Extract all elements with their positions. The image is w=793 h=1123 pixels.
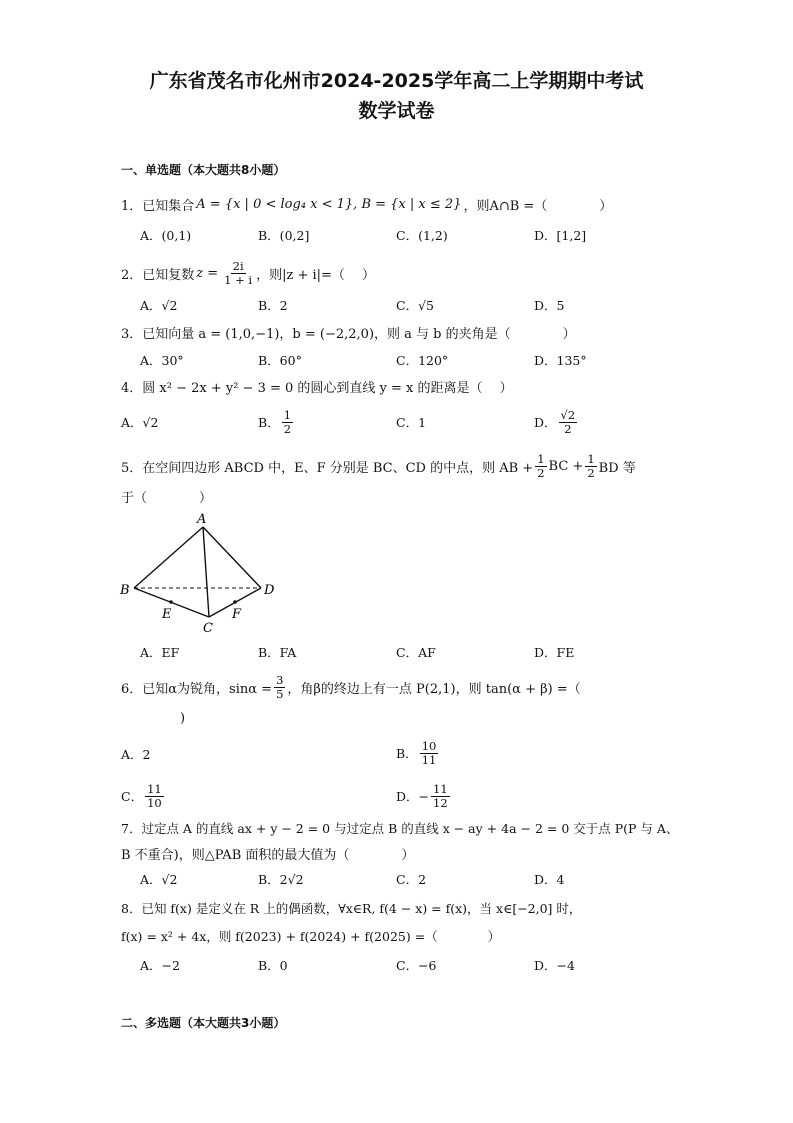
q6-option-c-fraction (145, 783, 164, 810)
q2-option-a[interactable]: A．√2 (140, 298, 178, 313)
q6-text-b: ，角β的终边上有一点 P(2,1)，则 tan(α + β) =（ (287, 681, 581, 697)
q2-frac-num: 2i (232, 258, 244, 273)
q6-sin-den: 5 (276, 686, 284, 701)
q4-option-d-fraction (559, 409, 578, 436)
question-7: 7．过定点 A 的直线 ax + y − 2 = 0 与过定点 B 的直线 x − ay + 4a − 2 = 0 交于点 P(P 与 A、 (121, 821, 679, 836)
q6-option-b-fraction (420, 740, 439, 767)
page-subtitle: 数学试卷 (358, 100, 435, 122)
q5-mid: BC + (548, 458, 584, 474)
q6-sin-fraction (274, 674, 285, 701)
q6-optb-den: 11 (421, 752, 437, 767)
q6-option-c[interactable] (121, 779, 166, 813)
q7-option-c[interactable]: C．2 (396, 872, 427, 887)
q6-sin-num: 3 (276, 672, 284, 687)
q8-option-c[interactable]: C．−6 (396, 958, 437, 973)
q7-option-a[interactable]: A．√2 (140, 872, 178, 887)
q5-option-b[interactable]: B．FA (258, 645, 297, 660)
q3-option-c[interactable]: C．120° (396, 353, 449, 368)
label-a: A (197, 512, 207, 527)
q6-option-d-label: D．− (396, 789, 429, 804)
q6-optb-num: 10 (421, 738, 437, 753)
q4-optd-den: 2 (564, 421, 572, 436)
q4-option-c[interactable]: C．1 (396, 415, 427, 430)
edge-ab (134, 527, 203, 588)
q7-line2: B 不重合)，则△PAB 面积的最大值为（ ） (121, 847, 415, 863)
q4-option-d[interactable] (534, 406, 579, 438)
q3-option-d[interactable]: D．135° (534, 353, 587, 368)
q2-frac-den: 1 + i (224, 272, 253, 287)
tetrahedron-figure (116, 505, 286, 635)
q6-optc-den: 10 (147, 795, 162, 810)
q2-option-d[interactable]: D．5 (534, 298, 565, 313)
q6-option-d-fraction (431, 783, 450, 810)
q5-option-c[interactable]: C．AF (396, 645, 436, 660)
edge-ac (203, 527, 209, 617)
q5-half-2 (585, 453, 596, 480)
q1-option-a[interactable]: A．(0,1) (140, 228, 192, 243)
q5-text-a: 5．在空间四边形 ABCD 中，E、F 分别是 BC、CD 的中点，则 AB + (121, 460, 534, 476)
q5-half2-num: 1 (587, 451, 595, 466)
q6-option-b-label: B． (396, 746, 418, 761)
q2-stem: 2．已知复数 (121, 267, 195, 283)
q8-option-a[interactable]: A．−2 (140, 958, 180, 973)
q5-text-b: BD 等 (598, 460, 636, 476)
page-title: 广东省茂名市化州市2024-2025学年高二上学期期中考试 (149, 70, 644, 92)
q6-option-c-label: C． (121, 789, 144, 804)
q5-half2-den: 2 (587, 465, 595, 480)
q4-option-b[interactable] (258, 406, 295, 438)
q6-option-a[interactable]: A．2 (121, 747, 151, 762)
q5-line2: 于（ ） (121, 490, 213, 506)
q6-optc-num: 11 (147, 781, 162, 796)
q7-option-b[interactable]: B．2√2 (258, 872, 304, 887)
label-c: C (203, 621, 213, 635)
q2-option-b[interactable]: B．2 (258, 298, 288, 313)
q7-option-d[interactable]: D．4 (534, 872, 565, 887)
q2-fraction (222, 260, 254, 287)
q2-option-c[interactable]: C．√5 (396, 298, 434, 313)
q5-option-d[interactable]: D．FE (534, 645, 575, 660)
point-e (169, 600, 173, 604)
q1-tail: ，则A∩B =（ ） (463, 198, 613, 214)
q6-line2: ) (180, 710, 186, 726)
q1-math: A = {x | 0 < log₄ x < 1}, B = {x | x ≤ 2} (196, 196, 462, 212)
q4-option-b-fraction (282, 409, 293, 436)
label-b: B (120, 583, 130, 598)
q6-option-d[interactable] (396, 779, 452, 813)
q4-optb-num: 1 (283, 407, 292, 422)
q4-option-b-label: B． (258, 415, 280, 430)
label-f: F (232, 607, 242, 622)
q6-optd-num: 11 (433, 781, 448, 796)
q4-optb-den: 2 (283, 421, 292, 436)
q6-text-a: 6．已知α为锐角，sinα = (121, 681, 273, 697)
q2-tail: ，则|z + i|=（ ） (256, 267, 376, 283)
q8-line2: f(x) = x² + 4x，则 f(2023) + f(2024) + f(2025) =（ ） (121, 929, 501, 944)
question-3: 3．已知向量 a = (1,0,−1)，b = (−2,2,0)，则 a 与 b 的夹角是（ ） (121, 326, 576, 342)
question-8: 8．已知 f(x) 是定义在 R 上的偶函数，∀x∈R, f(4 − x) = f(x)，当 x∈[−2,0] 时， (121, 901, 582, 916)
q6-option-b[interactable] (396, 736, 440, 770)
q8-option-d[interactable]: D．−4 (534, 958, 575, 973)
q8-option-b[interactable]: B．0 (258, 958, 288, 973)
question-2 (121, 258, 375, 288)
section-heading-multiple-choice: 二、多选题（本大题共3小题） (121, 1016, 286, 1030)
edge-ad (203, 527, 261, 588)
question-1 (121, 192, 612, 216)
q1-option-d[interactable]: D．[1,2] (534, 228, 587, 243)
section-heading-single-choice: 一、单选题（本大题共8小题） (121, 163, 286, 177)
q5-half1-den: 2 (537, 465, 545, 480)
q4-option-d-label: D． (534, 415, 557, 430)
label-e: E (162, 607, 172, 622)
label-d: D (264, 583, 275, 598)
question-5 (121, 450, 636, 482)
q4-option-a[interactable]: A．√2 (121, 415, 159, 430)
q1-stem: 1．已知集合 (121, 198, 195, 214)
question-4: 4．圆 x² − 2x + y² − 3 = 0 的圆心到直线 y = x 的距离是（ ） (121, 380, 513, 396)
point-f (233, 600, 237, 604)
q5-option-a[interactable]: A．EF (140, 645, 180, 660)
question-6 (121, 671, 581, 703)
q1-option-b[interactable]: B．(0,2] (258, 228, 310, 243)
q3-option-b[interactable]: B．60° (258, 353, 302, 368)
q4-optd-num: √2 (560, 407, 576, 422)
q1-option-c[interactable]: C．(1,2) (396, 228, 448, 243)
q5-half-1 (535, 453, 546, 480)
q2-lhs: z = (196, 265, 219, 281)
q3-option-a[interactable]: A．30° (140, 353, 184, 368)
q6-optd-den: 12 (433, 795, 448, 810)
q5-half1-num: 1 (537, 451, 545, 466)
